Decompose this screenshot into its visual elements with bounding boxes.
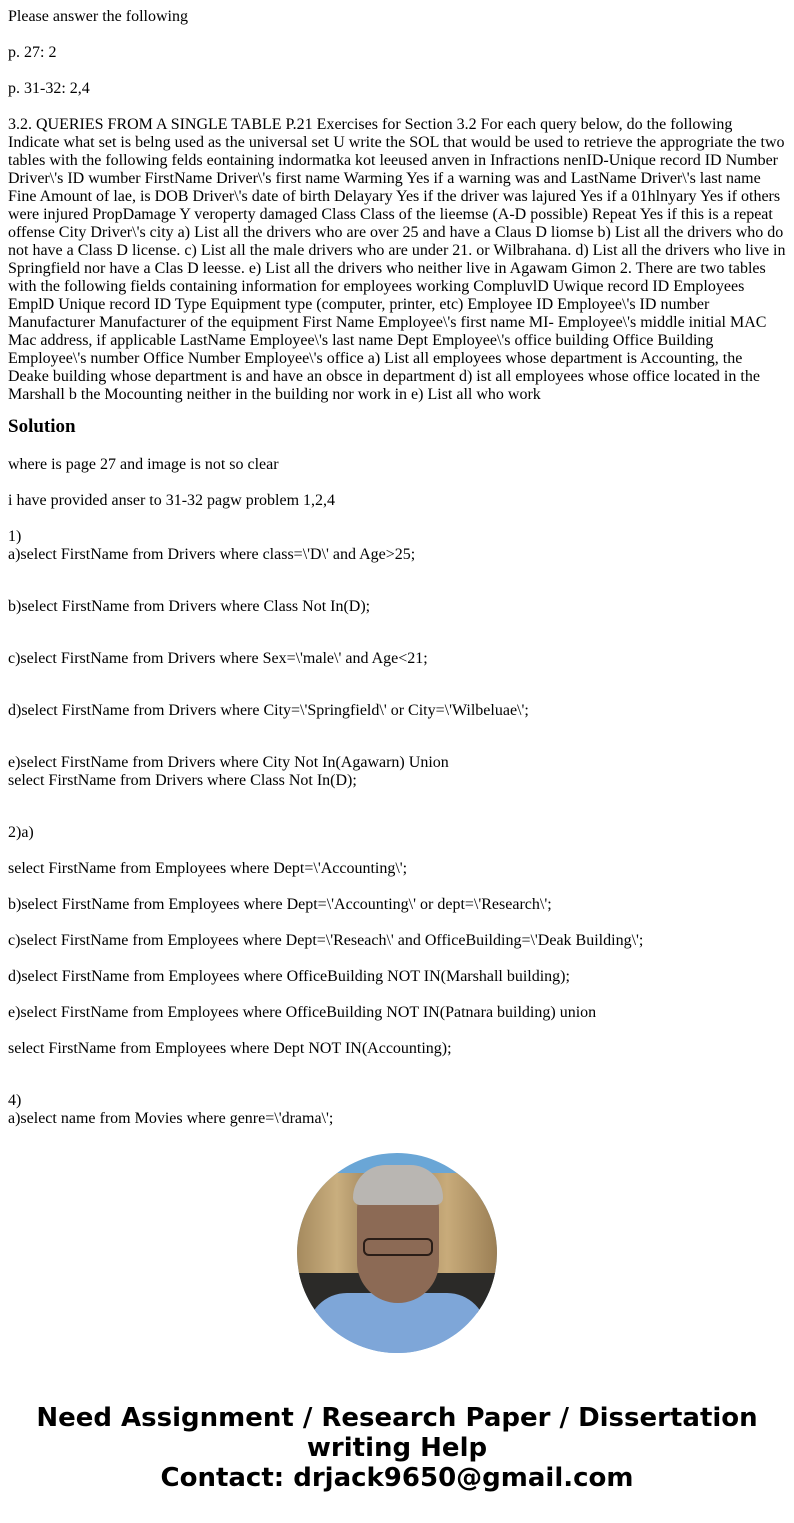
answer-line: d)select FirstName from Employees where OfficeBuilding NOT IN(Marshall building); [8,968,570,985]
answer-line: e)select FirstName from Employees where OfficeBuilding NOT IN(Patnara building) union [8,1004,597,1021]
question-body: 3.2. QUERIES FROM A SINGLE TABLE P.21 Exercises for Section 3.2 For each query below, do the following Indicate what set is belng used as the universal set U write the SOL that would be used to retrieve the approgriate the two tables with the following felds eontaining indormatka kot leeused anven in Infractions nenID-Unique record ID Number Driver\'s ID wumber FirstName Driver\'s first name Warming Yes if a warning was and LastName Driver\'s last name Fine Amount of lae, is DOB Driver\'s date of birth Delayary Yes if the driver was lajured Yes if a 01hlnyary Yes if others were injured PropDamage Y veroperty damaged Class Class of the lieemse (A-D possible) Repeat Yes if this is a repeat offense City Driver\'s city a) List all the drivers who are over 25 and have a Claus D liomse b) List all the drivers who do not have a Class D license. c) List all the male drivers who are under 21. or Wilbrahana. d) List all the drivers who live in Springfield nor have a Clas D leesse. e) List all the drivers who neither live in Agawam Gimon 2. There are two tables with the following fields containing information for employees working CompluvlD Uwique record ID Employees EmplD Unique record ID Type Equipment type (computer, printer, etc) Employee ID Employee\'s ID number Manufacturer Manufacturer of the equipment First Name Employee\'s first name MI- Employee\'s middle initial MAC Mac address, if applicable LastName Employee\'s last name Dept Employee\'s office building Office Building Employee\'s number Office Number Employee\'s office a) List all employees whose department is Accounting, the Deake building whose department is and have an obsce in department d) ist all employees whose office located in the Marshall b the Mocounting neither in the building nor work in e) List all who work [8,116,786,403]
part-label: 1) [8,528,22,545]
part-label: 4) [8,1092,22,1109]
solution-heading: Solution [8,416,76,437]
solution-note: where is page 27 and image is not so clear [8,456,279,473]
answer-line: select FirstName from Drivers where Class Not In(D); [8,772,357,789]
promo-contact: Contact: drjack9650@gmail.com [160,1463,634,1493]
answer-line: select FirstName from Employees where Dept=\'Accounting\'; [8,860,408,877]
answer-line: c)select FirstName from Drivers where Sex=\'male\' and Age<21; [8,650,428,667]
answer-line: select FirstName from Employees where Dept NOT IN(Accounting); [8,1040,452,1057]
answer-line: a)select name from Movies where genre=\'drama\'; [8,1110,334,1127]
part-label: 2)a) [8,824,34,841]
answer-line: b)select FirstName from Drivers where Class Not In(D); [8,598,371,615]
answer-part-2 [8,824,786,1092]
question-intro: Please answer the following [8,8,188,25]
promo-line: Need Assignment / Research Paper / Dissertation [36,1403,758,1433]
page-ref: p. 27: 2 [8,44,57,61]
solution-note: i have provided anser to 31-32 pagw problem 1,2,4 [8,492,336,509]
answer-line: d)select FirstName from Drivers where City=\'Springfield\' or City=\'Wilbeluae\'; [8,702,529,719]
answer-line: e)select FirstName from Drivers where City Not In(Agawarn) Union [8,754,449,771]
answer-line: b)select FirstName from Employees where Dept=\'Accounting\' or dept=\'Research\'; [8,896,552,913]
promo-banner [0,1403,794,1493]
answer-part-1 [8,528,786,824]
answer-line: c)select FirstName from Employees where Dept=\'Reseach\' and OfficeBuilding=\'Deak Building\'; [8,932,644,949]
promo-line: writing Help [306,1433,488,1463]
answer-line: a)select FirstName from Drivers where class=\'D\' and Age>25; [8,546,416,563]
page-ref: p. 31-32: 2,4 [8,80,90,97]
answer-part-4 [8,1092,786,1128]
tutor-avatar-icon [297,1153,497,1353]
